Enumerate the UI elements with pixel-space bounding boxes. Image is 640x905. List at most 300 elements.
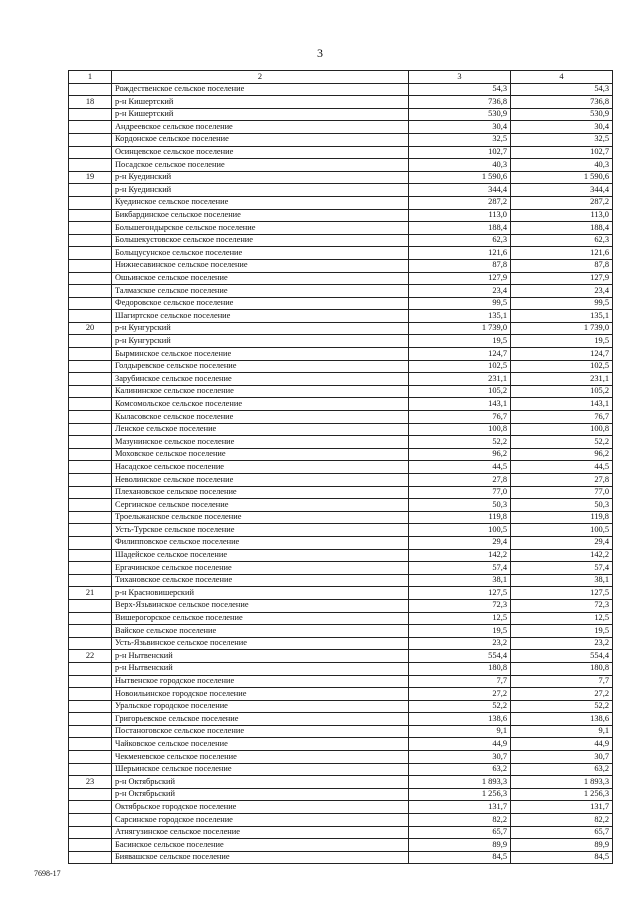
table-row bbox=[69, 348, 613, 361]
amount-col3-cell: 131,7 bbox=[409, 801, 511, 814]
table-row bbox=[69, 826, 613, 839]
row-number-cell bbox=[69, 700, 112, 713]
table-row bbox=[69, 398, 613, 411]
amount-col4-cell: 50,3 bbox=[511, 499, 613, 512]
municipality-name-cell: Ошьинское сельское поселение bbox=[112, 272, 409, 285]
table-row bbox=[69, 411, 613, 424]
amount-col4-cell: 63,2 bbox=[511, 763, 613, 776]
row-number-cell bbox=[69, 839, 112, 852]
table-row bbox=[69, 360, 613, 373]
amount-col4-cell: 231,1 bbox=[511, 373, 613, 386]
municipality-name-cell: Насадское сельское поселение bbox=[112, 461, 409, 474]
amount-col4-cell: 76,7 bbox=[511, 411, 613, 424]
amount-col3-cell: 12,5 bbox=[409, 612, 511, 625]
table-row bbox=[69, 461, 613, 474]
amount-col4-cell: 138,6 bbox=[511, 713, 613, 726]
row-number-cell bbox=[69, 360, 112, 373]
amount-col4-cell: 52,2 bbox=[511, 700, 613, 713]
table-row bbox=[69, 549, 613, 562]
amount-col3-cell: 138,6 bbox=[409, 713, 511, 726]
amount-col3-cell: 44,9 bbox=[409, 738, 511, 751]
table-row bbox=[69, 814, 613, 827]
row-number-cell bbox=[69, 625, 112, 638]
amount-col4-cell: 100,8 bbox=[511, 423, 613, 436]
amount-col3-cell: 44,5 bbox=[409, 461, 511, 474]
amount-col4-cell: 29,4 bbox=[511, 536, 613, 549]
row-number-cell bbox=[69, 662, 112, 675]
amount-col4-cell: 135,1 bbox=[511, 310, 613, 323]
row-number-cell bbox=[69, 549, 112, 562]
amount-col4-cell: 72,3 bbox=[511, 599, 613, 612]
amount-col4-cell: 131,7 bbox=[511, 801, 613, 814]
page-number: 3 bbox=[317, 46, 323, 60]
amount-col3-cell: 32,5 bbox=[409, 133, 511, 146]
municipality-name-cell: Вишерогорское сельское поселение bbox=[112, 612, 409, 625]
row-number-cell bbox=[69, 184, 112, 197]
amount-col4-cell: 23,2 bbox=[511, 637, 613, 650]
amount-col4-cell: 52,2 bbox=[511, 436, 613, 449]
row-number-cell bbox=[69, 83, 112, 96]
row-number-cell bbox=[69, 599, 112, 612]
municipality-name-cell: Неволинское сельское поселение bbox=[112, 474, 409, 487]
municipality-name-cell: Шагиртское сельское поселение bbox=[112, 310, 409, 323]
amount-col3-cell: 27,2 bbox=[409, 688, 511, 701]
amount-col3-cell: 23,4 bbox=[409, 285, 511, 298]
municipality-name-cell: Мазунинское сельское поселение bbox=[112, 436, 409, 449]
column-header: 3 bbox=[409, 71, 511, 84]
row-number-cell bbox=[69, 108, 112, 121]
amount-col4-cell: 344,4 bbox=[511, 184, 613, 197]
row-number-cell: 19 bbox=[69, 171, 112, 184]
row-number-cell bbox=[69, 574, 112, 587]
municipality-name-cell: Рождественское сельское поселение bbox=[112, 83, 409, 96]
municipality-name-cell: Кордонское сельское поселение bbox=[112, 133, 409, 146]
amount-col3-cell: 142,2 bbox=[409, 549, 511, 562]
row-number-cell bbox=[69, 751, 112, 764]
amount-col4-cell: 127,9 bbox=[511, 272, 613, 285]
table-row bbox=[69, 625, 613, 638]
amount-col3-cell: 38,1 bbox=[409, 574, 511, 587]
amount-col3-cell: 96,2 bbox=[409, 448, 511, 461]
row-number-cell bbox=[69, 688, 112, 701]
row-number-cell bbox=[69, 486, 112, 499]
municipality-name-cell: Ергачинское сельское поселение bbox=[112, 562, 409, 575]
municipality-name-cell: р-н Октябрьский bbox=[112, 776, 409, 789]
municipality-name-cell: Уральское городское поселение bbox=[112, 700, 409, 713]
amount-col4-cell: 1 590,6 bbox=[511, 171, 613, 184]
column-header: 4 bbox=[511, 71, 613, 84]
amount-col3-cell: 23,2 bbox=[409, 637, 511, 650]
row-number-cell bbox=[69, 826, 112, 839]
amount-col4-cell: 27,8 bbox=[511, 474, 613, 487]
row-number-cell bbox=[69, 461, 112, 474]
municipality-name-cell: Нытвенское городское поселение bbox=[112, 675, 409, 688]
municipality-name-cell: р-н Куединский bbox=[112, 184, 409, 197]
amount-col3-cell: 105,2 bbox=[409, 385, 511, 398]
row-number-cell bbox=[69, 297, 112, 310]
table-row bbox=[69, 297, 613, 310]
municipality-name-cell: Басинское сельское поселение bbox=[112, 839, 409, 852]
table-row bbox=[69, 751, 613, 764]
amount-col4-cell: 82,2 bbox=[511, 814, 613, 827]
amount-col3-cell: 1 256,3 bbox=[409, 788, 511, 801]
amount-col3-cell: 76,7 bbox=[409, 411, 511, 424]
table-row bbox=[69, 272, 613, 285]
municipality-name-cell: Андреевское сельское поселение bbox=[112, 121, 409, 134]
municipality-name-cell: Усть-Язьвинское сельское поселение bbox=[112, 637, 409, 650]
row-number-cell bbox=[69, 637, 112, 650]
municipality-name-cell: Сергинское сельское поселение bbox=[112, 499, 409, 512]
table-row bbox=[69, 650, 613, 663]
municipality-name-cell: Вайское сельское поселение bbox=[112, 625, 409, 638]
municipality-name-cell: Куединское сельское поселение bbox=[112, 196, 409, 209]
amount-col4-cell: 1 256,3 bbox=[511, 788, 613, 801]
amount-col4-cell: 100,5 bbox=[511, 524, 613, 537]
table-row bbox=[69, 536, 613, 549]
row-number-cell bbox=[69, 612, 112, 625]
amount-col3-cell: 121,6 bbox=[409, 247, 511, 260]
municipality-name-cell: Верх-Язьвинское сельское поселение bbox=[112, 599, 409, 612]
amount-col4-cell: 121,6 bbox=[511, 247, 613, 260]
amount-col3-cell: 127,5 bbox=[409, 587, 511, 600]
amount-col3-cell: 127,9 bbox=[409, 272, 511, 285]
amount-col4-cell: 9,1 bbox=[511, 725, 613, 738]
amount-col3-cell: 9,1 bbox=[409, 725, 511, 738]
amount-col4-cell: 30,7 bbox=[511, 751, 613, 764]
row-number-cell bbox=[69, 536, 112, 549]
amount-col3-cell: 180,8 bbox=[409, 662, 511, 675]
row-number-cell bbox=[69, 738, 112, 751]
amount-col4-cell: 40,3 bbox=[511, 159, 613, 172]
amount-col4-cell: 188,4 bbox=[511, 222, 613, 235]
municipality-name-cell: Сарсинское городское поселение bbox=[112, 814, 409, 827]
amount-col3-cell: 99,5 bbox=[409, 297, 511, 310]
amount-col3-cell: 40,3 bbox=[409, 159, 511, 172]
table-row bbox=[69, 373, 613, 386]
table-row bbox=[69, 612, 613, 625]
amount-col3-cell: 736,8 bbox=[409, 96, 511, 109]
amount-col4-cell: 19,5 bbox=[511, 625, 613, 638]
table-row bbox=[69, 335, 613, 348]
amount-col4-cell: 142,2 bbox=[511, 549, 613, 562]
amount-col4-cell: 1 739,0 bbox=[511, 322, 613, 335]
row-number-cell bbox=[69, 788, 112, 801]
amount-col3-cell: 27,8 bbox=[409, 474, 511, 487]
amount-col4-cell: 89,9 bbox=[511, 839, 613, 852]
municipality-name-cell: Григорьевское сельское поселение bbox=[112, 713, 409, 726]
table-row bbox=[69, 599, 613, 612]
amount-col3-cell: 143,1 bbox=[409, 398, 511, 411]
table-row bbox=[69, 788, 613, 801]
municipality-name-cell: Шадейское сельское поселение bbox=[112, 549, 409, 562]
municipality-name-cell: Октябрьское городское поселение bbox=[112, 801, 409, 814]
row-number-cell bbox=[69, 851, 112, 864]
table-row bbox=[69, 222, 613, 235]
amount-col3-cell: 19,5 bbox=[409, 335, 511, 348]
table-row bbox=[69, 713, 613, 726]
row-number-cell bbox=[69, 209, 112, 222]
amount-col3-cell: 119,8 bbox=[409, 511, 511, 524]
amount-col4-cell: 143,1 bbox=[511, 398, 613, 411]
amount-col3-cell: 57,4 bbox=[409, 562, 511, 575]
amount-col3-cell: 1 893,3 bbox=[409, 776, 511, 789]
table-row bbox=[69, 574, 613, 587]
amount-col3-cell: 287,2 bbox=[409, 196, 511, 209]
municipality-name-cell: р-н Кишертский bbox=[112, 96, 409, 109]
table-row bbox=[69, 637, 613, 650]
table-row bbox=[69, 234, 613, 247]
amount-col4-cell: 62,3 bbox=[511, 234, 613, 247]
amount-col3-cell: 62,3 bbox=[409, 234, 511, 247]
table-row bbox=[69, 121, 613, 134]
municipality-name-cell: Бикбардинское сельское поселение bbox=[112, 209, 409, 222]
amount-col4-cell: 554,4 bbox=[511, 650, 613, 663]
amount-col3-cell: 554,4 bbox=[409, 650, 511, 663]
row-number-cell: 21 bbox=[69, 587, 112, 600]
row-number-cell bbox=[69, 675, 112, 688]
municipality-name-cell: р-н Нытвенский bbox=[112, 662, 409, 675]
municipality-name-cell: Талмазское сельское поселение bbox=[112, 285, 409, 298]
municipality-name-cell: Постаноговское сельское поселение bbox=[112, 725, 409, 738]
table-row bbox=[69, 801, 613, 814]
table-row bbox=[69, 133, 613, 146]
table-row bbox=[69, 839, 613, 852]
row-number-cell bbox=[69, 562, 112, 575]
table-row bbox=[69, 776, 613, 789]
row-number-cell: 20 bbox=[69, 322, 112, 335]
document-code: 7698-17 bbox=[34, 869, 61, 878]
table-row bbox=[69, 184, 613, 197]
amount-col4-cell: 127,5 bbox=[511, 587, 613, 600]
amount-col3-cell: 72,3 bbox=[409, 599, 511, 612]
row-number-cell: 22 bbox=[69, 650, 112, 663]
amount-col3-cell: 63,2 bbox=[409, 763, 511, 776]
table-row bbox=[69, 83, 613, 96]
table-row bbox=[69, 247, 613, 260]
amount-col3-cell: 102,5 bbox=[409, 360, 511, 373]
municipality-name-cell: Больщусунское сельское поселение bbox=[112, 247, 409, 260]
amount-col4-cell: 12,5 bbox=[511, 612, 613, 625]
table-row bbox=[69, 662, 613, 675]
amount-col4-cell: 7,7 bbox=[511, 675, 613, 688]
row-number-cell: 23 bbox=[69, 776, 112, 789]
amount-col4-cell: 180,8 bbox=[511, 662, 613, 675]
row-number-cell bbox=[69, 499, 112, 512]
row-number-cell bbox=[69, 385, 112, 398]
table-row bbox=[69, 285, 613, 298]
amount-col3-cell: 1 590,6 bbox=[409, 171, 511, 184]
municipality-name-cell: Моховское сельское поселение bbox=[112, 448, 409, 461]
column-header: 1 bbox=[69, 71, 112, 84]
amount-col3-cell: 100,5 bbox=[409, 524, 511, 537]
amount-col4-cell: 99,5 bbox=[511, 297, 613, 310]
table-row bbox=[69, 96, 613, 109]
municipality-name-cell: Комсомольское сельское поселение bbox=[112, 398, 409, 411]
amount-col3-cell: 7,7 bbox=[409, 675, 511, 688]
municipality-name-cell: Троельжанское сельское поселение bbox=[112, 511, 409, 524]
municipality-name-cell: Биявашское сельское поселение bbox=[112, 851, 409, 864]
amount-col3-cell: 84,5 bbox=[409, 851, 511, 864]
amount-col3-cell: 65,7 bbox=[409, 826, 511, 839]
municipality-name-cell: р-н Октябрьский bbox=[112, 788, 409, 801]
municipality-name-cell: Шерьинское сельское поселение bbox=[112, 763, 409, 776]
municipality-name-cell: Калининское сельское поселение bbox=[112, 385, 409, 398]
row-number-cell bbox=[69, 348, 112, 361]
table-row bbox=[69, 209, 613, 222]
municipality-name-cell: Чекменевское сельское поселение bbox=[112, 751, 409, 764]
amount-col3-cell: 89,9 bbox=[409, 839, 511, 852]
amount-col4-cell: 77,0 bbox=[511, 486, 613, 499]
row-number-cell bbox=[69, 310, 112, 323]
table-row bbox=[69, 196, 613, 209]
table-row bbox=[69, 448, 613, 461]
municipality-name-cell: Большегондырское сельское поселение bbox=[112, 222, 409, 235]
row-number-cell bbox=[69, 713, 112, 726]
amount-col4-cell: 1 893,3 bbox=[511, 776, 613, 789]
amount-col3-cell: 124,7 bbox=[409, 348, 511, 361]
amount-col3-cell: 82,2 bbox=[409, 814, 511, 827]
table-row bbox=[69, 763, 613, 776]
amount-col3-cell: 50,3 bbox=[409, 499, 511, 512]
table-row bbox=[69, 322, 613, 335]
amount-col4-cell: 19,5 bbox=[511, 335, 613, 348]
amount-col3-cell: 1 739,0 bbox=[409, 322, 511, 335]
row-number-cell bbox=[69, 448, 112, 461]
municipality-name-cell: Федоровское сельское поселение bbox=[112, 297, 409, 310]
municipality-name-cell: Тихановское сельское поселение bbox=[112, 574, 409, 587]
municipality-name-cell: р-н Куединский bbox=[112, 171, 409, 184]
amount-col4-cell: 44,5 bbox=[511, 461, 613, 474]
row-number-cell: 18 bbox=[69, 96, 112, 109]
row-number-cell bbox=[69, 259, 112, 272]
municipality-name-cell: Голдыревское сельское поселение bbox=[112, 360, 409, 373]
amount-col3-cell: 52,2 bbox=[409, 700, 511, 713]
municipality-name-cell: Ленское сельское поселение bbox=[112, 423, 409, 436]
row-number-cell bbox=[69, 524, 112, 537]
table-row bbox=[69, 474, 613, 487]
municipality-name-cell: Посадское сельское поселение bbox=[112, 159, 409, 172]
municipality-name-cell: Усть-Турское сельское поселение bbox=[112, 524, 409, 537]
amount-col3-cell: 87,8 bbox=[409, 259, 511, 272]
amount-col4-cell: 736,8 bbox=[511, 96, 613, 109]
table-row bbox=[69, 108, 613, 121]
municipality-name-cell: Кыласовское сельское поселение bbox=[112, 411, 409, 424]
table-row bbox=[69, 511, 613, 524]
amount-col4-cell: 287,2 bbox=[511, 196, 613, 209]
row-number-cell bbox=[69, 725, 112, 738]
row-number-cell bbox=[69, 411, 112, 424]
municipality-name-cell: р-н Нытвенский bbox=[112, 650, 409, 663]
table-row bbox=[69, 436, 613, 449]
municipality-name-cell: Нижнесавинское сельское поселение bbox=[112, 259, 409, 272]
amount-col3-cell: 530,9 bbox=[409, 108, 511, 121]
municipality-name-cell: Новоильинское городское поселение bbox=[112, 688, 409, 701]
table-row bbox=[69, 700, 613, 713]
table-row bbox=[69, 738, 613, 751]
table-row bbox=[69, 159, 613, 172]
amount-col3-cell: 231,1 bbox=[409, 373, 511, 386]
amount-col4-cell: 105,2 bbox=[511, 385, 613, 398]
municipality-name-cell: р-н Кунгурский bbox=[112, 335, 409, 348]
row-number-cell bbox=[69, 474, 112, 487]
municipality-name-cell: р-н Кунгурский bbox=[112, 322, 409, 335]
table-header-row bbox=[69, 71, 613, 84]
table-row bbox=[69, 675, 613, 688]
amount-col3-cell: 113,0 bbox=[409, 209, 511, 222]
amount-col4-cell: 84,5 bbox=[511, 851, 613, 864]
amount-col3-cell: 19,5 bbox=[409, 625, 511, 638]
row-number-cell bbox=[69, 436, 112, 449]
table-row bbox=[69, 851, 613, 864]
amount-col3-cell: 188,4 bbox=[409, 222, 511, 235]
row-number-cell bbox=[69, 222, 112, 235]
table-row bbox=[69, 423, 613, 436]
table-row bbox=[69, 587, 613, 600]
table-row bbox=[69, 725, 613, 738]
row-number-cell bbox=[69, 234, 112, 247]
amount-col4-cell: 87,8 bbox=[511, 259, 613, 272]
amount-col3-cell: 30,4 bbox=[409, 121, 511, 134]
row-number-cell bbox=[69, 373, 112, 386]
amount-col4-cell: 65,7 bbox=[511, 826, 613, 839]
amount-col3-cell: 102,7 bbox=[409, 146, 511, 159]
amount-col4-cell: 113,0 bbox=[511, 209, 613, 222]
municipality-name-cell: Филипповское сельское поселение bbox=[112, 536, 409, 549]
table-row bbox=[69, 259, 613, 272]
row-number-cell bbox=[69, 814, 112, 827]
column-header: 2 bbox=[112, 71, 409, 84]
amount-col4-cell: 23,4 bbox=[511, 285, 613, 298]
table-row bbox=[69, 688, 613, 701]
amount-col4-cell: 530,9 bbox=[511, 108, 613, 121]
amount-col4-cell: 102,7 bbox=[511, 146, 613, 159]
municipality-name-cell: Большекустовское сельское поселение bbox=[112, 234, 409, 247]
table-row bbox=[69, 486, 613, 499]
amount-col3-cell: 54,3 bbox=[409, 83, 511, 96]
table-row bbox=[69, 499, 613, 512]
table-row bbox=[69, 171, 613, 184]
row-number-cell bbox=[69, 196, 112, 209]
table-row bbox=[69, 146, 613, 159]
municipality-name-cell: Чайковское сельское поселение bbox=[112, 738, 409, 751]
amount-col4-cell: 57,4 bbox=[511, 562, 613, 575]
municipality-name-cell: Зарубинское сельское поселение bbox=[112, 373, 409, 386]
amount-col4-cell: 96,2 bbox=[511, 448, 613, 461]
amount-col4-cell: 119,8 bbox=[511, 511, 613, 524]
municipality-name-cell: Осинцевское сельское поселение bbox=[112, 146, 409, 159]
table-row bbox=[69, 524, 613, 537]
municipality-name-cell: р-н Красновишерский bbox=[112, 587, 409, 600]
amount-col4-cell: 30,4 bbox=[511, 121, 613, 134]
row-number-cell bbox=[69, 285, 112, 298]
amount-col4-cell: 44,9 bbox=[511, 738, 613, 751]
municipality-name-cell: Атнягузинское сельское поселение bbox=[112, 826, 409, 839]
budget-table bbox=[68, 70, 613, 864]
amount-col4-cell: 32,5 bbox=[511, 133, 613, 146]
amount-col4-cell: 27,2 bbox=[511, 688, 613, 701]
amount-col4-cell: 54,3 bbox=[511, 83, 613, 96]
row-number-cell bbox=[69, 423, 112, 436]
row-number-cell bbox=[69, 272, 112, 285]
amount-col3-cell: 344,4 bbox=[409, 184, 511, 197]
municipality-name-cell: р-н Кишертский bbox=[112, 108, 409, 121]
row-number-cell bbox=[69, 398, 112, 411]
table-row bbox=[69, 562, 613, 575]
amount-col3-cell: 100,8 bbox=[409, 423, 511, 436]
row-number-cell bbox=[69, 763, 112, 776]
row-number-cell bbox=[69, 121, 112, 134]
table-row bbox=[69, 310, 613, 323]
